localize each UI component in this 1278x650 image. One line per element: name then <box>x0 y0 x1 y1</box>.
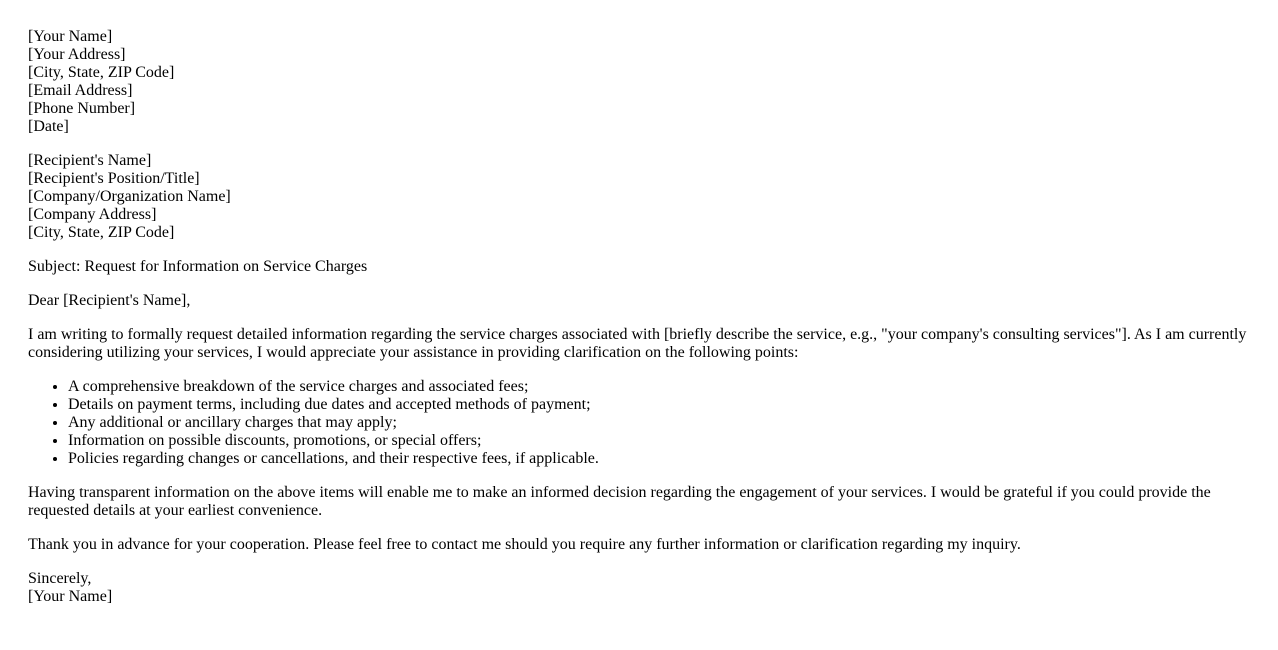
sender-city-state-zip: [City, State, ZIP Code] <box>28 64 175 81</box>
salutation: Dear [Recipient's Name], <box>28 292 191 309</box>
body-paragraph: Having transparent information on the above items will enable me to make an informed decision regarding the engagement of your services. I would be grateful if you could provide the requested details at your earliest convenience. <box>28 484 1211 519</box>
sender-name: [Your Name] <box>28 28 113 45</box>
sender-phone: [Phone Number] <box>28 100 136 117</box>
intro-paragraph: I am writing to formally request detailed information regarding the service charges associated with [briefly describe the service, e.g., "your company's consulting services"]. As I am currently considering utilizing your services, I would appreciate your assistance in providing clarification on the following points: <box>28 326 1247 361</box>
recipient-company: [Company/Organization Name] <box>28 188 231 205</box>
list-item: • Information on possible discounts, promotions, or special offers; <box>68 432 1260 450</box>
subject-line: Subject: Request for Information on Service Charges <box>28 258 368 275</box>
sender-email: [Email Address] <box>28 82 133 99</box>
recipient-city-state-zip: [City, State, ZIP Code] <box>28 224 175 241</box>
list-item: • A comprehensive breakdown of the service charges and associated fees; <box>68 378 1260 396</box>
recipient-address: [Company Address] <box>28 206 157 223</box>
recipient-block <box>28 152 1260 242</box>
sender-address: [Your Address] <box>28 46 126 63</box>
recipient-name: [Recipient's Name] <box>28 152 152 169</box>
list-item: • Any additional or ancillary charges that may apply; <box>68 414 1260 432</box>
thanks-paragraph: Thank you in advance for your cooperation. Please feel free to contact me should you require any further information or clarification regarding my inquiry. <box>28 536 1021 553</box>
letter-date: [Date] <box>28 118 69 135</box>
closing: Sincerely, <box>28 570 92 587</box>
list-item: • Policies regarding changes or cancellations, and their respective fees, if applicable. <box>68 450 1260 468</box>
sender-block <box>28 28 1260 136</box>
signature-name: [Your Name] <box>28 588 113 605</box>
recipient-position: [Recipient's Position/Title] <box>28 170 200 187</box>
list-item: • Details on payment terms, including due dates and accepted methods of payment; <box>68 396 1260 414</box>
letter <box>28 28 1260 622</box>
closing-block <box>28 570 1260 606</box>
request-points-list <box>28 378 1260 468</box>
